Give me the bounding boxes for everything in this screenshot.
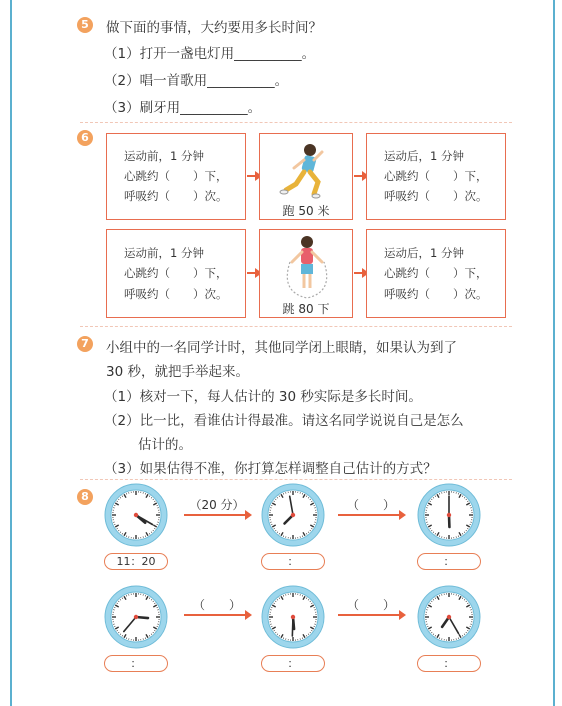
after-line-1: 运动后，1 分钟 bbox=[384, 246, 464, 260]
question-7-badge: 7 bbox=[77, 336, 93, 352]
section-divider bbox=[80, 122, 512, 123]
question-5-item-3: （3）刷牙用__________。 bbox=[104, 100, 262, 116]
before-exercise-box-2 bbox=[106, 229, 246, 318]
interval-label: （ ） bbox=[346, 498, 395, 512]
question-7-intro-line-2: 30 秒，就把手举起来。 bbox=[106, 364, 249, 380]
page-border-left bbox=[10, 0, 12, 706]
clock-face bbox=[417, 483, 481, 547]
arrow-right bbox=[247, 175, 256, 177]
clock-center bbox=[134, 615, 138, 619]
section-divider bbox=[80, 479, 512, 480]
clock-face bbox=[261, 483, 325, 547]
clock-center bbox=[447, 615, 451, 619]
arrow-right bbox=[338, 614, 400, 616]
arrow-right bbox=[338, 514, 400, 516]
clock-face bbox=[261, 585, 325, 649]
time-answer-box[interactable]: 11：20 bbox=[104, 553, 168, 570]
before-line-1: 运动前，1 分钟 bbox=[124, 149, 204, 163]
after-line-3: 呼吸约（ ）次。 bbox=[384, 287, 488, 301]
jump-rope-illustration bbox=[260, 232, 354, 302]
arrow-right bbox=[354, 272, 363, 274]
after-exercise-box-2 bbox=[366, 229, 506, 318]
after-line-2: 心跳约（ ）下， bbox=[384, 169, 488, 183]
clock-face bbox=[104, 483, 168, 547]
minute-hand bbox=[292, 617, 293, 636]
question-7-item-3: （3）如果估得不准，你打算怎样调整自己估计的方式？ bbox=[104, 461, 437, 477]
section-divider bbox=[80, 326, 512, 327]
after-line-1: 运动后，1 分钟 bbox=[384, 149, 464, 163]
interval-label: （ ） bbox=[346, 598, 395, 612]
arrow-right bbox=[354, 175, 363, 177]
interval-label: （ ） bbox=[192, 598, 241, 612]
question-7-item-2-line-1: （2）比一比，看谁估计得最准。请这名同学说说自己是怎么 bbox=[104, 413, 464, 429]
activity-run-caption: 跑 50 米 bbox=[282, 204, 330, 218]
question-7-intro-line-1: 小组中的一名同学计时，其他同学闭上眼睛，如果认为到了 bbox=[106, 340, 457, 356]
after-line-2: 心跳约（ ）下， bbox=[384, 266, 488, 280]
clock-face bbox=[104, 585, 168, 649]
time-answer-box[interactable]: ： bbox=[261, 553, 325, 570]
activity-jump-caption: 跳 80 下 bbox=[282, 302, 330, 316]
activity-box-jump-rope bbox=[259, 229, 353, 318]
time-answer-box[interactable]: ： bbox=[261, 655, 325, 672]
before-line-2: 心跳约（ ）下， bbox=[124, 266, 228, 280]
question-6-badge: 6 bbox=[77, 130, 93, 146]
arrow-right bbox=[184, 514, 246, 516]
after-line-3: 呼吸约（ ）次。 bbox=[384, 189, 488, 203]
time-answer-box[interactable]: ： bbox=[417, 655, 481, 672]
after-exercise-box-1 bbox=[366, 133, 506, 220]
arrow-right bbox=[184, 614, 246, 616]
time-answer-box[interactable]: ： bbox=[104, 655, 168, 672]
question-8-badge: 8 bbox=[77, 489, 93, 505]
clock-center bbox=[291, 513, 295, 517]
arrow-right bbox=[247, 272, 256, 274]
question-7-item-1: （1）核对一下，每人估计的 30 秒实际是多长时间。 bbox=[104, 389, 422, 405]
runner-illustration bbox=[260, 136, 354, 206]
before-exercise-box-1 bbox=[106, 133, 246, 220]
before-line-2: 心跳约（ ）下， bbox=[124, 169, 228, 183]
question-5-item-2: （2）唱一首歌用__________。 bbox=[104, 73, 289, 89]
interval-label: （20 分） bbox=[189, 498, 245, 512]
activity-box-run bbox=[259, 133, 353, 220]
page-border-right bbox=[553, 0, 555, 706]
before-line-3: 呼吸约（ ）次。 bbox=[124, 287, 228, 301]
question-5-badge: 5 bbox=[77, 17, 93, 33]
clock-center bbox=[291, 615, 295, 619]
clock-center bbox=[134, 513, 138, 517]
question-5-title: 做下面的事情，大约要用多长时间？ bbox=[106, 20, 322, 36]
time-answer-box[interactable]: ： bbox=[417, 553, 481, 570]
clock-face bbox=[417, 585, 481, 649]
question-5-item-1: （1）打开一盏电灯用__________。 bbox=[104, 46, 316, 62]
question-7-item-2-line-2: 估计的。 bbox=[138, 437, 192, 453]
clock-center bbox=[447, 513, 451, 517]
before-line-1: 运动前，1 分钟 bbox=[124, 246, 204, 260]
before-line-3: 呼吸约（ ）次。 bbox=[124, 189, 228, 203]
